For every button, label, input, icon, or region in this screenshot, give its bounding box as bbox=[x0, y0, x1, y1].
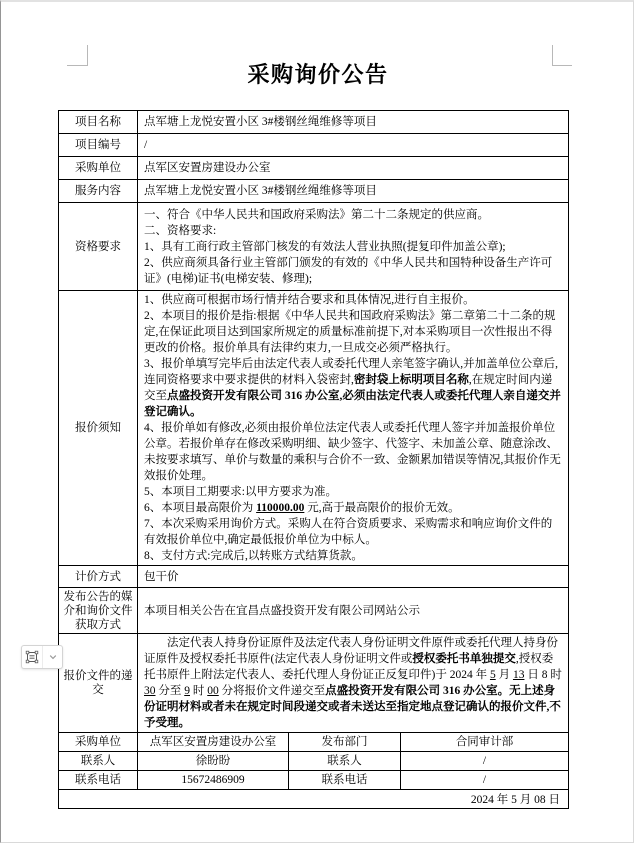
table-select-widget bbox=[21, 645, 63, 669]
widget-dropdown-button[interactable] bbox=[42, 646, 62, 668]
contact-label: 联系人 bbox=[59, 752, 138, 771]
table-row bbox=[59, 733, 569, 752]
table-row bbox=[59, 111, 569, 134]
chevron-down-icon bbox=[48, 652, 58, 662]
row-value: 点军塘上龙悦安置小区 3#楼钢丝绳维修等项目 bbox=[138, 180, 569, 203]
contact-value: 点军区安置房建设办公室 bbox=[138, 733, 289, 752]
contact-value: / bbox=[401, 752, 569, 771]
table-row bbox=[59, 203, 569, 291]
row-label: 报价文件的递交 bbox=[59, 634, 138, 733]
table-row bbox=[59, 566, 569, 588]
contact-value: 徐盼盼 bbox=[138, 752, 289, 771]
table-row bbox=[59, 752, 569, 771]
contact-label: 联系电话 bbox=[289, 771, 401, 790]
row-value: 点军区安置房建设办公室 bbox=[138, 157, 569, 180]
contact-value: / bbox=[401, 771, 569, 790]
row-label: 采购单位 bbox=[59, 157, 138, 180]
contact-label: 联系电话 bbox=[59, 771, 138, 790]
row-label: 资格要求 bbox=[59, 203, 138, 291]
table-row bbox=[59, 291, 569, 566]
row-label: 报价须知 bbox=[59, 291, 138, 566]
contact-label: 采购单位 bbox=[59, 733, 138, 752]
table-row bbox=[59, 134, 569, 157]
row-value: 1、供应商可根据市场行情并结合要求和具体情况,进行自主报价。 2、本项目的报价是指:根据《中华人民共和国政府采购法》第二章第二十二条的规定,在保证此项目达到国家所规定的质量标准前提下,对本采购项目一次性报出不得更改的价格。报价单具有法律约束力,一旦成交必须严格执行。 3、报价单填写完毕后由法定代表人或委托代理人亲笔签字确认,并加盖单位公章后,连同资格要求中要求提供的材料入袋密封,密封袋上标明项目名称,在规定时间内递交至点盛投资开发有限公司 316 办公室,必须由法定代表人或委托代理人亲自递交并登记确认。 4、报价单如有修改,必须由报价单位法定代表人或委托代理人签字并加盖报价单位公章。若报价单存在修改采购明细、缺少签字、代签字、未加盖公章、随意涂改、未按要求填写、单价与数量的乘积与合价不一致、金额累加错误等情况,其报价作无效报价处理。 5、本项目工期要求:以甲方要求为准。 6、本项目最高限价为 110000.00 元,高于最高限价的报价无效。 7、本次采购采用询价方式。采购人在符合资质要求、采购需求和响应询价文件的有效报价单位中,确定最低报价单位为中标人。 8、支付方式:完成后,以转账方式结算货款。 bbox=[138, 291, 569, 566]
row-value: 法定代表人持身份证原件及法定代表人身份证明文件原件或委托代理人持身份证原件及授权委托书原件(法定代表人身份证明文件或授权委托书单独提交,授权委托书原件上附法定代表人、委托代理人身份证正反复印件)于 2024 年 5 月 13 日 8 时 30 分至 9 时 00 分将报价文件递交至点盛投资开发有限公司 316 办公室。无上述身份证明材料或者未在规定时间段递交或者未送达至指定地点登记确认的报价文件,不予受理。 bbox=[138, 634, 569, 733]
announcement-date: 2024 年 5 月 08 日 bbox=[59, 790, 569, 809]
row-value: 一、符合《中华人民共和国政府采购法》第二十二条规定的供应商。 二、资格要求: 1、具有工商行政主管部门核发的有效法人营业执照(提复印件加盖公章); 2、供应商须具备行业主管部门颁发的有效的《中华人民共和国特种设备生产许可证》(电梯)证书(电梯安装、修理); bbox=[138, 203, 569, 291]
announcement-table bbox=[58, 110, 569, 809]
table-row bbox=[59, 157, 569, 180]
row-value: 本项目相关公告在宜昌点盛投资开发有限公司网站公示 bbox=[138, 588, 569, 634]
row-label: 发布公告的媒介和询价文件获取方式 bbox=[59, 588, 138, 634]
row-value: 点军塘上龙悦安置小区 3#楼钢丝绳维修等项目 bbox=[138, 111, 569, 134]
row-value: 包干价 bbox=[138, 566, 569, 588]
table-select-icon bbox=[25, 650, 39, 664]
contact-value: 15672486909 bbox=[138, 771, 289, 790]
row-value: / bbox=[138, 134, 569, 157]
table-select-button[interactable] bbox=[22, 646, 42, 668]
contact-label: 联系人 bbox=[289, 752, 401, 771]
page-title: 采购询价公告 bbox=[247, 62, 389, 87]
row-label: 计价方式 bbox=[59, 566, 138, 588]
row-label: 服务内容 bbox=[59, 180, 138, 203]
row-label: 项目编号 bbox=[59, 134, 138, 157]
table-row bbox=[59, 588, 569, 634]
table-row bbox=[59, 180, 569, 203]
table-row bbox=[59, 634, 569, 733]
contact-label: 发布部门 bbox=[289, 733, 401, 752]
contact-value: 合同审计部 bbox=[401, 733, 569, 752]
row-label: 项目名称 bbox=[59, 111, 138, 134]
table-row bbox=[59, 790, 569, 809]
table-row bbox=[59, 771, 569, 790]
